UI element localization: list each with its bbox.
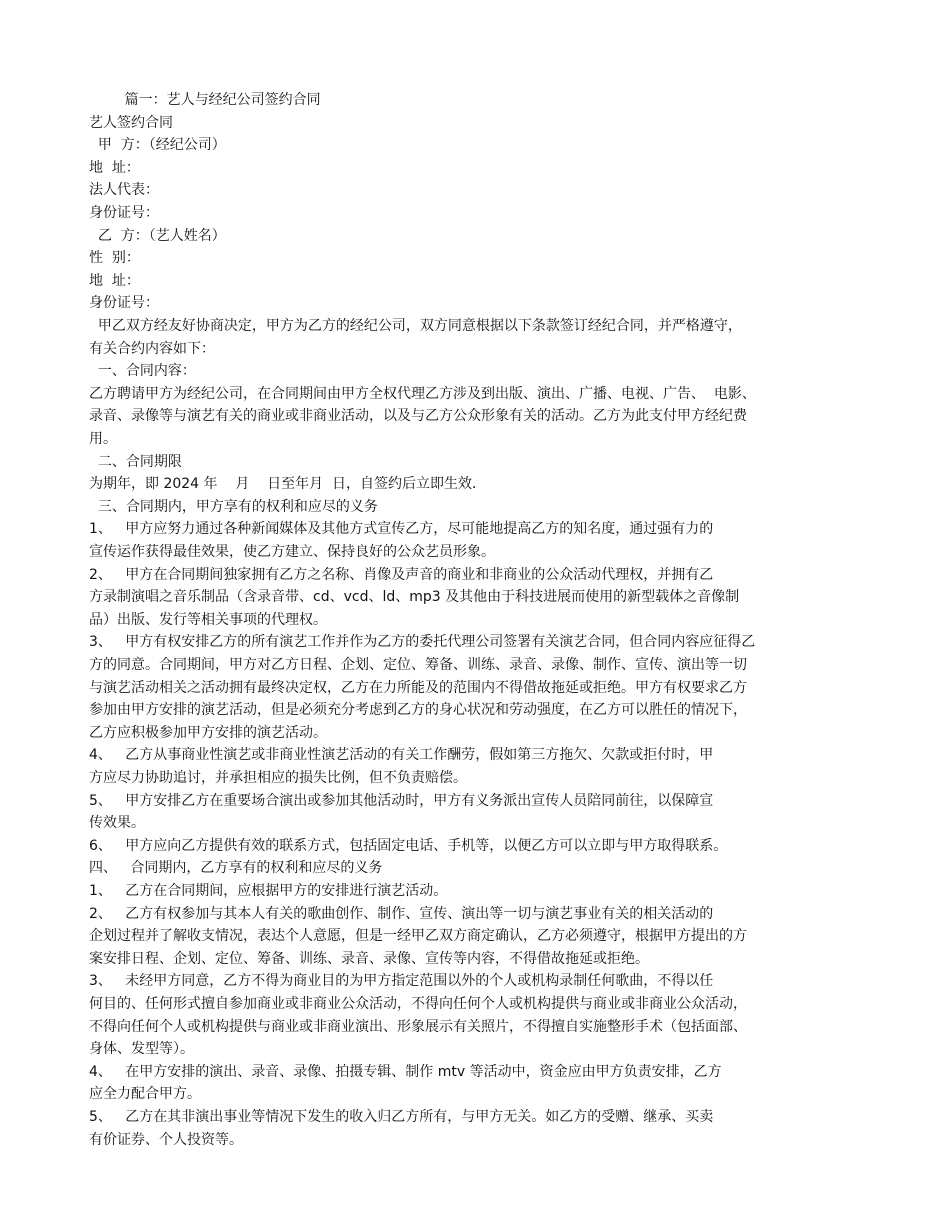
text-line: 甲乙双方经友好协商决定，甲方为乙方的经纪公司，双方同意根据以下条款签订经纪合同，并严格遵守，	[89, 318, 742, 334]
text-line: 乙 方：（艺人姓名）	[89, 227, 226, 244]
text-line: 地 址：	[89, 159, 140, 176]
text-line: 6、 甲方应向乙方提供有效的联系方式，包括固定电话、手机等，以便乙方可以立即与甲方取得联系。	[89, 837, 728, 854]
text-line: 1、 甲方应努力通过各种新闻媒体及其他方式宣传乙方，尽可能地提高乙方的知名度，通过强有力的	[89, 521, 714, 538]
text-line: 企划过程并了解收支情况，表达个人意愿，但是一经甲乙双方商定确认，乙方必须遵守，根据甲方提出的方	[89, 928, 747, 945]
text-line: 录音、录像等与演艺有关的商业或非商业活动，以及与乙方公众形象有关的活动。乙方为此支付甲方经纪费	[89, 408, 747, 425]
text-line: 艺人签约合同	[89, 114, 173, 131]
text-line: 应全力配合甲方。	[89, 1086, 201, 1103]
text-line: 四、 合同期内，乙方享有的权利和应尽的义务	[89, 860, 383, 877]
text-line: 2、 甲方在合同期间独家拥有乙方之名称、肖像及声音的商业和非商业的公众活动代理权，并拥有乙	[89, 566, 714, 583]
text-line: 5、 甲方安排乙方在重要场合演出或参加其他活动时，甲方有义务派出宣传人员陪同前往，以保障宣	[89, 792, 714, 809]
text-line: 有价证券、个人投资等。	[89, 1131, 243, 1148]
text-line: 有关合约内容如下：	[89, 340, 215, 357]
text-line: 乙方应积极参加甲方安排的演艺活动。	[89, 724, 327, 741]
text-line: 1、 乙方在合同期间，应根据甲方的安排进行演艺活动。	[89, 883, 448, 899]
text-line: 二、合同期限	[89, 453, 182, 470]
text-line: 三、合同期内，甲方享有的权利和应尽的义务	[89, 498, 378, 515]
text-line: 5、 乙方在其非演出事业等情况下发生的收入归乙方所有，与甲方无关。如乙方的受赠、继承、买卖	[89, 1109, 714, 1125]
text-line: 方录制演唱之音乐制品（含录音带、cd、vcd、ld、mp3 及其他由于科技进展而使用的新型载体之音像制	[89, 589, 740, 606]
text-line: 宣传运作获得最佳效果，使乙方建立、保持良好的公众艺员形象。	[89, 544, 495, 560]
text-line: 参加由甲方安排的演艺活动，但是必须充分考虑到乙方的身心状况和劳动强度，在乙方可以胜任的情况下，	[89, 702, 747, 719]
text-line: 品）出版、发行等相关事项的代理权。	[89, 611, 327, 628]
text-line: 一、合同内容：	[89, 363, 196, 380]
text-line: 甲 方：（经纪公司）	[89, 137, 226, 154]
text-line: 传效果。	[89, 815, 145, 832]
text-line: 地 址：	[89, 272, 140, 289]
text-line: 不得向任何个人或机构提供与商业或非商业演出、形象展示有关照片，不得擅自实施整形手术（包括面部、	[89, 1018, 747, 1035]
text-line: 篇一：艺人与经纪公司签约合同	[89, 92, 321, 108]
text-line: 法人代表：	[89, 182, 159, 199]
text-line: 何目的、任何形式擅自参加商业或非商业公众活动，不得向任何个人或机构提供与商业或非商业公众活动，	[89, 996, 747, 1012]
text-line: 用。	[89, 431, 117, 447]
text-line: 性 别：	[89, 250, 140, 267]
text-line: 身体、发型等）。	[89, 1041, 194, 1058]
text-line: 身份证号：	[89, 295, 159, 312]
text-line: 4、 在甲方安排的演出、录音、录像、拍摄专辑、制作 mtv 等活动中，资金应由甲方负责安排，乙方	[89, 1063, 722, 1080]
text-line: 乙方聘请甲方为经纪公司，在合同期间由甲方全权代理乙方涉及到出版、演出、广播、电视、广告、 电影、	[89, 385, 756, 402]
text-line: 方的同意。合同期间，甲方对乙方日程、企划、定位、筹备、训练、录音、录像、制作、宣传、演出等一切	[89, 657, 747, 673]
text-line: 为期年，即 2024 年 月 日至年月 日，自签约后立即生效．	[89, 476, 487, 493]
text-line: 方应尽力协助追讨，并承担相应的损失比例，但不负责赔偿。	[89, 770, 467, 786]
text-line: 3、 甲方有权安排乙方的所有演艺工作并作为乙方的委托代理公司签署有关演艺合同，但合同内容应征得乙	[89, 634, 756, 651]
text-line: 2、 乙方有权参加与其本人有关的歌曲创作、制作、宣传、演出等一切与演艺事业有关的相关活动的	[89, 905, 714, 922]
text-line: 4、 乙方从事商业性演艺或非商业性演艺活动的有关工作酬劳，假如第三方拖欠、欠款或拒付时，甲	[89, 747, 714, 764]
text-line: 3、 未经甲方同意，乙方不得为商业目的为甲方指定范围以外的个人或机构录制任何歌曲，不得以任	[89, 973, 714, 990]
text-line: 身份证号：	[89, 205, 159, 221]
text-line: 案安排日程、企划、定位、筹备、训练、录音、录像、宣传等内容，不得借故拖延或拒绝。	[89, 950, 649, 967]
text-line: 与演艺活动相关之活动拥有最终决定权，乙方在力所能及的范围内不得借故拖延或拒绝。甲方有权要求乙方	[89, 679, 747, 696]
